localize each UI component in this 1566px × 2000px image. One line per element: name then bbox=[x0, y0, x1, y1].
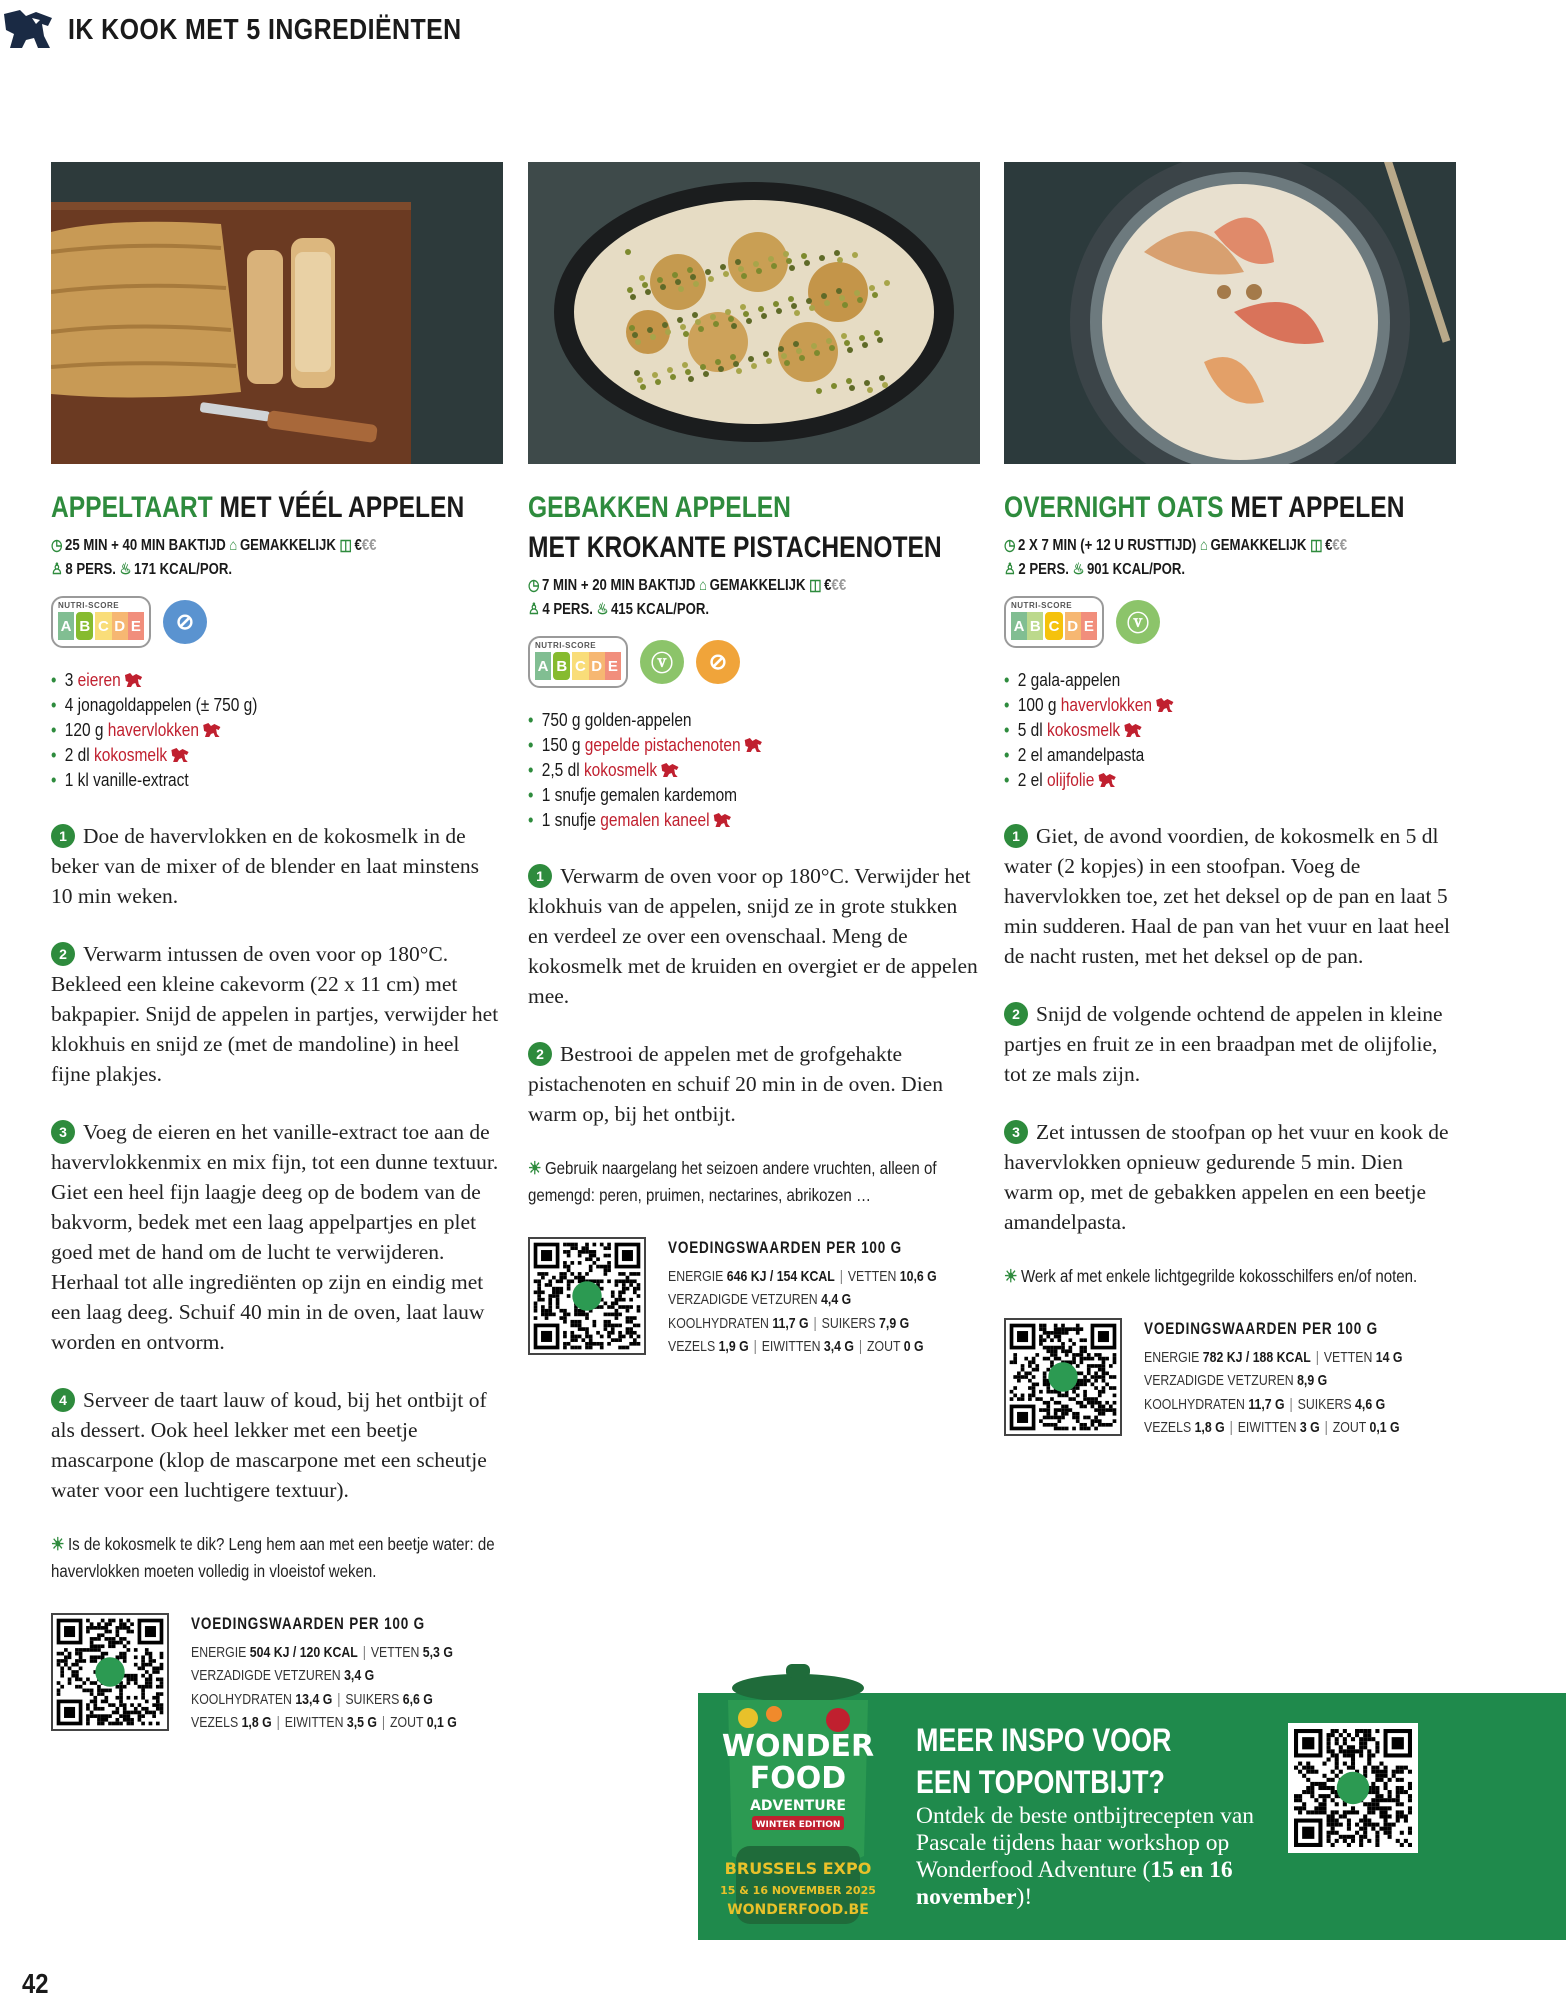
recipe-step: 1 Verwarm de oven voor op 180°C. Verwijder het klokhuis van de appelen, snijd ze in grote stukken en verdeel ze over een ovenschaal. Meng de kokosmelk met de kruiden en overgiet er de appelen mee. bbox=[528, 864, 978, 1008]
recipe-tip: ☀ Gebruik naargelang het seizoen andere vruchten, alleen of gemengd: peren, pruimen, nectarines, abrikozen … bbox=[528, 1158, 937, 1205]
nutri-score-badge bbox=[1004, 596, 1104, 648]
nutri-cell-a: A bbox=[1011, 612, 1027, 640]
lightbulb-icon: ☀ bbox=[528, 1158, 542, 1178]
ingredient-item: • 1 snufje gemalen kaneel bbox=[528, 808, 975, 833]
nutri-cell-b: B bbox=[74, 610, 95, 642]
delhaize-logo-icon bbox=[202, 722, 221, 738]
flame-icon: ♨ bbox=[119, 561, 132, 578]
ingredient-list bbox=[51, 668, 498, 793]
nutri-cell-e: E bbox=[1081, 612, 1097, 640]
qr-code[interactable] bbox=[51, 1613, 169, 1731]
lactose-free-icon: ⊘ bbox=[163, 600, 207, 644]
ingredient-item: • 4 jonagoldappelen (± 750 g) bbox=[51, 693, 498, 718]
recipe-title: GEBAKKEN APPELEN MET KROKANTE PISTACHENOTEN bbox=[528, 491, 942, 564]
photo-overnight-oats bbox=[1004, 162, 1456, 464]
logo-text-6: 15 & 16 NOVEMBER 2025 bbox=[720, 1884, 876, 1897]
recipe-photo bbox=[1004, 162, 1456, 464]
nutri-score-label: NUTRI-SCORE bbox=[1011, 601, 1073, 610]
page-header bbox=[0, 0, 526, 60]
clock-icon: ◷ bbox=[51, 537, 63, 554]
delhaize-logo-icon bbox=[1155, 697, 1174, 713]
recipe-tip: ☀ Werk af met enkele lichtgegrilde kokosschilfers en/of noten. bbox=[1004, 1266, 1418, 1286]
nutri-cell-e: E bbox=[128, 612, 144, 640]
nutrition-block bbox=[1004, 1318, 1456, 1440]
recipe-badges bbox=[528, 634, 980, 690]
nutri-score-label: NUTRI-SCORE bbox=[535, 641, 597, 650]
ingredient-item: • 2 gala-appelen bbox=[1004, 668, 1451, 693]
gluten-free-icon: ⊘ bbox=[696, 640, 740, 684]
ingredient-item: • 2 el amandelpasta bbox=[1004, 743, 1451, 768]
recipe-step: 3 Voeg de eieren en het vanille-extract toe aan de havervlokkenmix en mix fijn, tot een dunne textuur. Giet een heel fijn laagje deeg op de bodem van de bakvorm, bedek met een laag appelpartjes en plet goed met de hand om de lucht te verwijderen. Herhaal tot alle ingrediënten op zijn en eindig met een laag deeg. Schuif 40 min in de oven, laat lauw worden en ontvorm. bbox=[51, 1120, 499, 1354]
flame-icon: ♨ bbox=[1072, 561, 1085, 578]
promo-title: MEER INSPO VOOR EEN TOPONTBIJT? bbox=[916, 1722, 1172, 1800]
nutri-cell-b: B bbox=[551, 650, 572, 682]
step-number-badge: 2 bbox=[528, 1042, 552, 1066]
nutri-cell-e: E bbox=[605, 652, 621, 680]
nutri-cell-d: D bbox=[1065, 612, 1081, 640]
recipe-step: 1 Doe de havervlokken en de kokosmelk in de beker van de mixer of de blender en laat minstens 10 min weken. bbox=[51, 824, 480, 908]
photo-gebakken-appelen bbox=[528, 162, 980, 464]
nutri-score-badge bbox=[51, 596, 151, 648]
nutrition-block bbox=[51, 1613, 503, 1735]
wallet-icon: ◫ bbox=[339, 537, 352, 554]
step-number-badge: 2 bbox=[51, 942, 75, 966]
nutri-cell-b: B bbox=[1027, 612, 1043, 640]
delhaize-logo-icon bbox=[1124, 722, 1143, 738]
recipe-step: 2 Bestrooi de appelen met de grofgehakte pistachenoten en schuif 20 min in de oven. Dien warm op, bij het ontbijt. bbox=[528, 1042, 943, 1126]
logo-text-4: WINTER EDITION bbox=[755, 1820, 841, 1830]
recipe-meta: ◷ 25 MIN + 40 MIN BAKTIJD ⌂ GEMAKKELIJK ◫ €€€ ♙ 8 PERS. ♨ 171 KCAL/POR. bbox=[51, 537, 377, 578]
wonderfood-logo bbox=[718, 1660, 878, 1926]
promo-text: Ontdek de beste ontbijtrecepten van Pascale tijdens haar workshop op Wonderfood Adventure (15 en 16 november)! bbox=[916, 1803, 1255, 1910]
recipe-meta: ◷ 7 MIN + 20 MIN BAKTIJD ⌂ GEMAKKELIJK ◫ €€€ ♙ 4 PERS. ♨ 415 KCAL/POR. bbox=[528, 577, 847, 618]
recipe-badges bbox=[1004, 594, 1456, 650]
recipe-appeltaart bbox=[51, 162, 503, 1735]
logo-text-2: FOOD bbox=[749, 1761, 847, 1796]
lightbulb-icon: ☀ bbox=[1004, 1266, 1018, 1286]
wallet-icon: ◫ bbox=[1310, 537, 1323, 554]
recipe-step: 4 Serveer de taart lauw of koud, bij het ontbijt of als dessert. Ook heel lekker met een beetje mascarpone (klop de mascarpone met een scheutje water voor een luchtigere textuur). bbox=[51, 1388, 487, 1502]
ingredient-item: • 120 g havervlokken bbox=[51, 718, 498, 743]
delhaize-logo-icon bbox=[1098, 772, 1117, 788]
nutri-score-label: NUTRI-SCORE bbox=[58, 601, 120, 610]
step-number-badge: 3 bbox=[1004, 1120, 1028, 1144]
recipe-step: 2 Snijd de volgende ochtend de appelen in kleine partjes en fruit ze in een braadpan met de olijfolie, tot ze mals zijn. bbox=[1004, 1002, 1443, 1086]
chef-hat-icon: ⌂ bbox=[229, 537, 238, 554]
nutri-cell-d: D bbox=[589, 652, 605, 680]
qr-code[interactable] bbox=[528, 1237, 646, 1355]
logo-text-5: BRUSSELS EXPO bbox=[724, 1859, 872, 1878]
nutrition-values: VOEDINGSWAARDEN PER 100 G ENERGIE 646 KJ / 154 KCAL | VETTEN 10,6 G VERZADIGDE VETZUREN 4,4 G KOOLHYDRATEN 11,7 G | SUIKERS 7,9 G VEZELS 1,9 G | EIWITTEN 3,4 G | ZOUT 0 G bbox=[668, 1239, 937, 1355]
ingredient-item: • 2,5 dl kokosmelk bbox=[528, 758, 975, 783]
lightbulb-icon: ☀ bbox=[51, 1534, 65, 1554]
recipe-title: APPELTAART MET VÉÉL APPELEN bbox=[51, 491, 465, 524]
delhaize-logo-icon bbox=[661, 762, 680, 778]
wallet-icon: ◫ bbox=[809, 577, 822, 594]
nutri-cell-a: A bbox=[58, 612, 74, 640]
logo-text-3: ADVENTURE bbox=[750, 1798, 846, 1814]
nutrition-values: VOEDINGSWAARDEN PER 100 G ENERGIE 782 KJ / 188 KCAL | VETTEN 14 G VERZADIGDE VETZUREN 8,9 G KOOLHYDRATEN 11,7 G | SUIKERS 4,6 G VEZELS 1,8 G | EIWITTEN 3 G | ZOUT 0,1 G bbox=[1144, 1320, 1403, 1436]
step-number-badge: 1 bbox=[1004, 824, 1028, 848]
ingredient-item: • 1 kl vanille-extract bbox=[51, 768, 498, 793]
nutri-cell-c: C bbox=[1043, 610, 1064, 642]
recipe-tip: ☀ Is de kokosmelk te dik? Leng hem aan met een beetje water: de havervlokken moeten volledig in vloeistof weken. bbox=[51, 1534, 495, 1581]
logo-text-7: WONDERFOOD.BE bbox=[727, 1902, 869, 1918]
nutri-cell-c: C bbox=[95, 612, 111, 640]
chef-hat-icon: ⌂ bbox=[699, 577, 708, 594]
step-number-badge: 1 bbox=[51, 824, 75, 848]
recipe-title: OVERNIGHT OATS MET APPELEN bbox=[1004, 491, 1405, 524]
persons-icon: ♙ bbox=[51, 561, 63, 578]
ingredient-item: • 2 dl kokosmelk bbox=[51, 743, 498, 768]
delhaize-logo-icon bbox=[713, 812, 732, 828]
recipe-photo bbox=[528, 162, 980, 464]
step-number-badge: 4 bbox=[51, 1388, 75, 1412]
nutrition-values: VOEDINGSWAARDEN PER 100 G ENERGIE 504 KJ / 120 KCAL | VETTEN 5,3 G VERZADIGDE VETZUREN 3,4 G KOOLHYDRATEN 13,4 G | SUIKERS 6,6 G VEZELS 1,8 G | EIWITTEN 3,5 G | ZOUT 0,1 G bbox=[191, 1615, 457, 1731]
step-number-badge: 3 bbox=[51, 1120, 75, 1144]
recipe-photo bbox=[51, 162, 503, 464]
nutri-score-badge bbox=[528, 636, 628, 688]
ingredient-list bbox=[1004, 668, 1451, 793]
ingredient-item: • 150 g gepelde pistachenoten bbox=[528, 733, 975, 758]
recipe-step: 3 Zet intussen de stoofpan op het vuur en kook de havervlokken opnieuw gedurende 5 min. Dien warm op, met de gebakken appelen en een beetje amandelpasta. bbox=[1004, 1120, 1449, 1234]
nutri-cell-d: D bbox=[112, 612, 128, 640]
nutrition-block bbox=[528, 1237, 980, 1359]
recipe-gebakken-appelen bbox=[528, 162, 980, 1359]
persons-icon: ♙ bbox=[1004, 561, 1016, 578]
nutri-cell-a: A bbox=[535, 652, 551, 680]
flame-icon: ♨ bbox=[596, 601, 609, 618]
persons-icon: ♙ bbox=[528, 601, 540, 618]
photo-appeltaart bbox=[51, 162, 503, 464]
chef-hat-icon: ⌂ bbox=[1199, 537, 1208, 554]
recipe-meta: ◷ 2 X 7 MIN (+ 12 U RUSTTIJD) ⌂ GEMAKKELIJK ◫ €€€ ♙ 2 PERS. ♨ 901 KCAL/POR. bbox=[1004, 537, 1348, 578]
delhaize-logo-icon bbox=[124, 672, 143, 688]
recipe-overnight-oats bbox=[1004, 162, 1456, 1440]
ingredient-list bbox=[528, 708, 975, 833]
ingredient-item: • 2 el olijfolie bbox=[1004, 768, 1451, 793]
clock-icon: ◷ bbox=[528, 577, 540, 594]
step-number-badge: 1 bbox=[528, 864, 552, 888]
ingredient-item: • 3 eieren bbox=[51, 668, 498, 693]
recipe-badges bbox=[51, 594, 503, 650]
nutri-cell-c: C bbox=[572, 652, 588, 680]
clock-icon: ◷ bbox=[1004, 537, 1016, 554]
delhaize-logo-icon bbox=[744, 737, 763, 753]
page-title: IK KOOK MET 5 INGREDIËNTEN bbox=[68, 13, 462, 46]
ingredient-item: • 5 dl kokosmelk bbox=[1004, 718, 1451, 743]
recipe-step: 1 Giet, de avond voordien, de kokosmelk en 5 dl water (2 kopjes) in een stoofpan. Voeg de havervlokken toe, zet het deksel op de pan en laat 5 min sudderen. Haal de pan van het vuur en laat heel de nacht rusten, met het deksel op de pan. bbox=[1004, 824, 1450, 968]
page-number: 42 bbox=[22, 1968, 49, 1999]
step-number-badge: 2 bbox=[1004, 1002, 1028, 1026]
logo-text-1: WONDER bbox=[721, 1729, 875, 1764]
ingredient-item: • 1 snufje gemalen kardemom bbox=[528, 783, 975, 808]
promo-qr-code[interactable] bbox=[1288, 1723, 1418, 1853]
vegan-icon: ⓥ bbox=[640, 640, 684, 684]
ingredient-item: • 750 g golden-appelen bbox=[528, 708, 975, 733]
vegan-icon: ⓥ bbox=[1116, 600, 1160, 644]
qr-code[interactable] bbox=[1004, 1318, 1122, 1436]
delhaize-lion-logo-icon bbox=[2, 8, 54, 52]
ingredient-item: • 100 g havervlokken bbox=[1004, 693, 1451, 718]
delhaize-logo-icon bbox=[171, 747, 190, 763]
recipe-step: 2 Verwarm intussen de oven voor op 180°C. Bekleed een kleine cakevorm (22 x 11 cm) met bakpapier. Snijd de appelen in partjes, verwijder het klokhuis en snijd ze (met de mandoline) in heel fijne plakjes. bbox=[51, 942, 499, 1086]
